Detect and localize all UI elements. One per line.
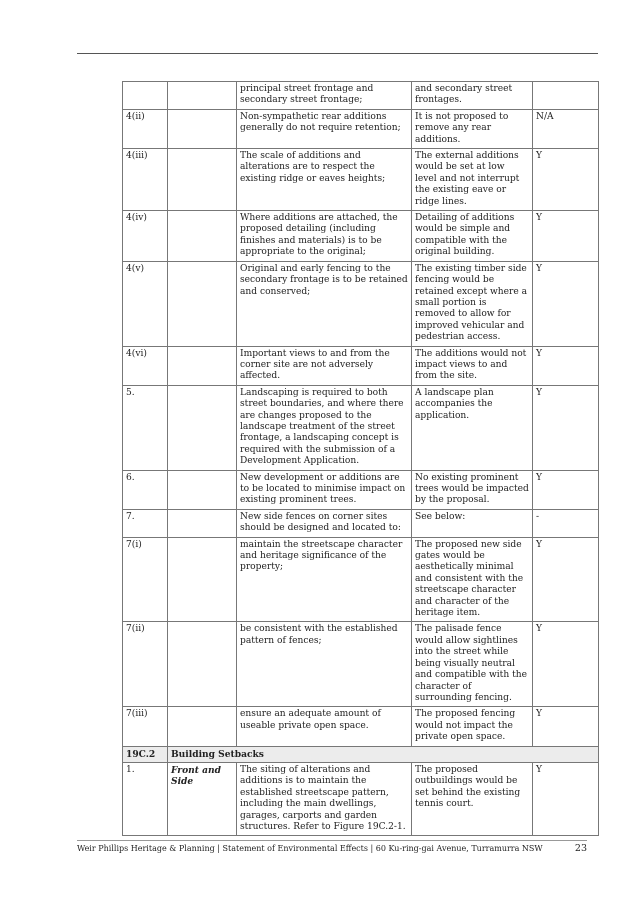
control-topic <box>168 509 237 537</box>
control-topic: Front and Side <box>168 762 237 835</box>
table-row <box>123 82 599 110</box>
proposal-response: The palisade fence would allow sightlines into the street while being visually neutral and compatible with the character of surrounding fencing. <box>412 622 533 707</box>
control-text: Non-sympathetic rear additions generally do not require retention; <box>237 109 412 148</box>
control-ref: 4(ii) <box>123 109 168 148</box>
table-row <box>123 385 599 470</box>
control-topic <box>168 707 237 746</box>
compliance-table <box>122 81 599 836</box>
control-text: Where additions are attached, the proposed detailing (including finishes and materials) is to be appropriate to the original; <box>237 211 412 262</box>
footer-text: Weir Phillips Heritage & Planning | Statement of Environmental Effects | 60 Ku-ring-gai Avenue, Turramurra NSW <box>77 844 543 853</box>
header-rule <box>77 53 598 54</box>
compliance-status: Y <box>533 707 599 746</box>
control-text: The scale of additions and alterations are to respect the existing ridge or eaves heights; <box>237 149 412 211</box>
page-footer <box>77 844 587 853</box>
compliance-status: Y <box>533 537 599 622</box>
control-ref: 4(iii) <box>123 149 168 211</box>
section-ref: 19C.2 <box>123 746 168 762</box>
control-ref: 4(iv) <box>123 211 168 262</box>
control-topic <box>168 385 237 470</box>
section-header-row <box>123 746 599 762</box>
proposal-response: The existing timber side fencing would be retained except where a small portion is removed to allow for improved vehicular and pedestrian access. <box>412 261 533 346</box>
control-topic <box>168 109 237 148</box>
control-topic <box>168 149 237 211</box>
control-ref: 4(vi) <box>123 346 168 385</box>
proposal-response: It is not proposed to remove any rear additions. <box>412 109 533 148</box>
proposal-response: The proposed fencing would not impact the private open space. <box>412 707 533 746</box>
control-text: Original and early fencing to the secondary frontage is to be retained and conserved; <box>237 261 412 346</box>
compliance-table-body <box>123 82 599 836</box>
table-row <box>123 109 599 148</box>
control-text: principal street frontage and secondary street frontage; <box>237 82 412 110</box>
control-topic <box>168 211 237 262</box>
control-ref: 5. <box>123 385 168 470</box>
table-row <box>123 470 599 509</box>
table-row <box>123 211 599 262</box>
compliance-status: Y <box>533 762 599 835</box>
table-row <box>123 149 599 211</box>
compliance-status: Y <box>533 149 599 211</box>
control-ref: 6. <box>123 470 168 509</box>
table-row <box>123 762 599 835</box>
control-ref <box>123 82 168 110</box>
table-row <box>123 346 599 385</box>
control-text: Landscaping is required to both street boundaries, and where there are changes proposed to the landscape treatment of the street frontage, a landscaping concept is required with the submission of a Development Application. <box>237 385 412 470</box>
proposal-response: and secondary street frontages. <box>412 82 533 110</box>
proposal-response: See below: <box>412 509 533 537</box>
proposal-response: The external additions would be set at low level and not interrupt the existing eave or ridge lines. <box>412 149 533 211</box>
page-number: 23 <box>574 843 587 854</box>
control-topic <box>168 261 237 346</box>
proposal-response: A landscape plan accompanies the application. <box>412 385 533 470</box>
control-topic <box>168 82 237 110</box>
table-row <box>123 707 599 746</box>
compliance-status: Y <box>533 346 599 385</box>
proposal-response: The additions would not impact views to and from the site. <box>412 346 533 385</box>
control-ref: 7(i) <box>123 537 168 622</box>
proposal-response: No existing prominent trees would be impacted by the proposal. <box>412 470 533 509</box>
compliance-status: Y <box>533 385 599 470</box>
proposal-response: Detailing of additions would be simple and compatible with the original building. <box>412 211 533 262</box>
control-ref: 7(iii) <box>123 707 168 746</box>
proposal-response: The proposed outbuildings would be set behind the existing tennis court. <box>412 762 533 835</box>
footer-rule <box>77 840 587 841</box>
table-row <box>123 261 599 346</box>
control-text: New development or additions are to be located to minimise impact on existing prominent trees. <box>237 470 412 509</box>
control-text: The siting of alterations and additions is to maintain the established streetscape pattern, including the main dwellings, garages, carports and garden structures. Refer to Figure 19C.2-1. <box>237 762 412 835</box>
compliance-status: Y <box>533 470 599 509</box>
control-text: be consistent with the established pattern of fences; <box>237 622 412 707</box>
control-ref: 7(ii) <box>123 622 168 707</box>
control-text: ensure an adequate amount of useable private open space. <box>237 707 412 746</box>
control-topic <box>168 470 237 509</box>
control-text: New side fences on corner sites should be designed and located to: <box>237 509 412 537</box>
control-ref: 4(v) <box>123 261 168 346</box>
compliance-status <box>533 82 599 110</box>
table-row <box>123 537 599 622</box>
control-text: Important views to and from the corner site are not adversely affected. <box>237 346 412 385</box>
control-text: maintain the streetscape character and heritage significance of the property; <box>237 537 412 622</box>
compliance-status: N/A <box>533 109 599 148</box>
section-title: Building Setbacks <box>168 746 599 762</box>
table-row <box>123 622 599 707</box>
table-row <box>123 509 599 537</box>
compliance-status: Y <box>533 211 599 262</box>
control-topic <box>168 622 237 707</box>
compliance-status: - <box>533 509 599 537</box>
control-ref: 1. <box>123 762 168 835</box>
compliance-status: Y <box>533 622 599 707</box>
control-topic <box>168 346 237 385</box>
proposal-response: The proposed new side gates would be aesthetically minimal and consistent with the streetscape character and character of the heritage item. <box>412 537 533 622</box>
compliance-status: Y <box>533 261 599 346</box>
control-topic <box>168 537 237 622</box>
control-ref: 7. <box>123 509 168 537</box>
